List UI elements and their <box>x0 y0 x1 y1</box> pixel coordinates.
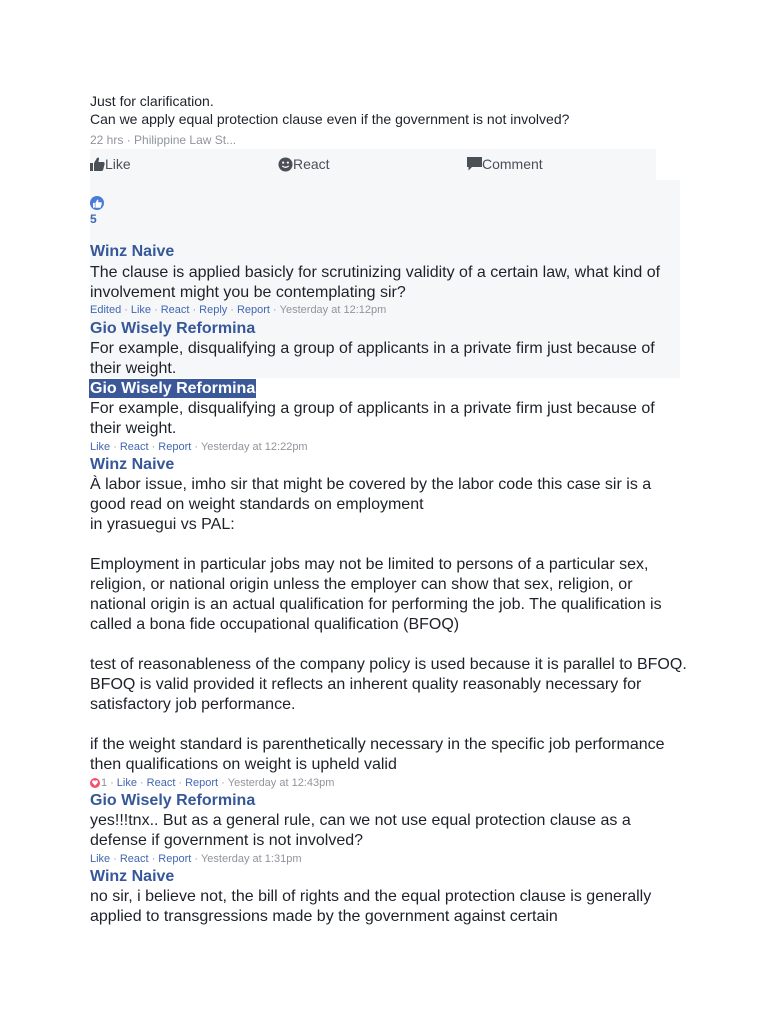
like-label: Like <box>105 156 131 172</box>
comment-like-link[interactable]: Like <box>90 441 111 453</box>
post-time[interactable]: 22 hrs <box>90 133 124 147</box>
comment-author[interactable]: Gio Wisely Reformina <box>90 792 256 809</box>
heart-count[interactable]: 1 <box>101 777 108 789</box>
react-label: React <box>293 156 330 172</box>
smiley-icon <box>278 157 293 172</box>
comment-text: For example, disqualifying a group of applicants in a private firm just because of their weight. <box>90 400 660 437</box>
comment-author[interactable]: Winz Naive <box>90 456 175 473</box>
comment-actions: Like · React · Report · Yesterday at 1:31pm <box>90 853 302 865</box>
comment-react-link[interactable]: React <box>119 853 149 865</box>
comment-actions: Edited · Like · React · Reply · Report · Yesterday at 12:12pm <box>90 304 387 316</box>
comment-text: yes!!!tnx.. But as a general rule, can we not use equal protection clause as a defense if government is not involved? <box>90 812 636 849</box>
comment-like-link[interactable]: Like <box>130 304 152 316</box>
comment-actions: 1 · Like · React · Report · Yesterday at 12:43pm <box>90 776 334 790</box>
comment-react-link[interactable]: React <box>119 441 149 453</box>
post-meta: 22 hrs · Philippine Law St... <box>90 133 237 147</box>
post <box>90 92 690 148</box>
react-button[interactable] <box>278 156 330 172</box>
thumbs-up-icon <box>90 157 105 171</box>
action-bar <box>90 149 656 180</box>
comment-author[interactable]: Winz Naive <box>90 868 175 885</box>
post-text-line-2: Can we apply equal protection clause even if the government is not involved? <box>90 111 570 127</box>
comment-actions: Like · React · Report · Yesterday at 12:22pm <box>90 441 308 453</box>
heart-icon <box>90 778 100 788</box>
comment-timestamp[interactable]: Yesterday at 12:12pm <box>279 304 387 316</box>
post-group-link[interactable]: Philippine Law St... <box>134 133 237 147</box>
comment-like-link[interactable]: Like <box>90 853 111 865</box>
edited-link[interactable]: Edited <box>90 304 122 316</box>
comment-text: The clause is applied basicly for scrutinizing validity of a certain law, what kind of involvement might you be contemplating sir? <box>90 264 665 301</box>
comment-timestamp[interactable]: Yesterday at 12:43pm <box>227 777 335 789</box>
comment-author[interactable]: Gio Wisely Reformina <box>90 320 256 337</box>
reaction-count: 5 <box>90 212 97 226</box>
comment-icon <box>467 157 482 171</box>
reaction-summary[interactable] <box>90 196 104 226</box>
comment-timestamp[interactable]: Yesterday at 1:31pm <box>200 853 302 865</box>
thumbs-up-icon <box>90 196 104 210</box>
comment-button[interactable] <box>467 156 543 172</box>
like-button[interactable] <box>90 156 131 172</box>
comment-report-link[interactable]: Report <box>185 777 219 789</box>
comment-react-link[interactable]: React <box>160 304 190 316</box>
comment-text: À labor issue, imho sir that might be covered by the labor code this case sir is a good read on weight standards on employment in yrasuegui vs PAL: Employment in particular jobs may not be limited to persons of a particular sex, religion, or national origin unless the employer can show that sex, religion, or national origin is an actual qualification for performing the job. The qualification is called a bona fide occupational qualification (BFOQ) test of reasonableness of the company policy is used because it is parallel to BFOQ. BFOQ is valid provided it reflects an inherent quality reasonably necessary for satisfactory job performance. if the weight standard is parenthetically necessary in the specific job performance then qualifications on weight is upheld valid <box>90 476 687 773</box>
comment-react-link[interactable]: React <box>146 777 176 789</box>
comment-author-selected[interactable]: Gio Wisely Reformina <box>90 380 256 397</box>
comment-reply-link[interactable]: Reply <box>199 304 228 316</box>
comment-report-link[interactable]: Report <box>158 853 192 865</box>
comment-report-link[interactable]: Report <box>158 441 192 453</box>
post-text-line-1: Just for clarification. <box>90 93 214 109</box>
comment-text: For example, disqualifying a group of applicants in a private firm just because of their weight. <box>90 340 660 377</box>
comment-like-link[interactable]: Like <box>116 777 137 789</box>
comment-author[interactable]: Winz Naive <box>90 243 175 260</box>
comment-timestamp[interactable]: Yesterday at 12:22pm <box>200 441 308 453</box>
comment-text: no sir, i believe not, the bill of rights and the equal protection clause is generally applied to transgressions made by the government against certain <box>90 888 656 925</box>
comment-report-link[interactable]: Report <box>236 304 270 316</box>
comment-label: Comment <box>482 156 543 172</box>
